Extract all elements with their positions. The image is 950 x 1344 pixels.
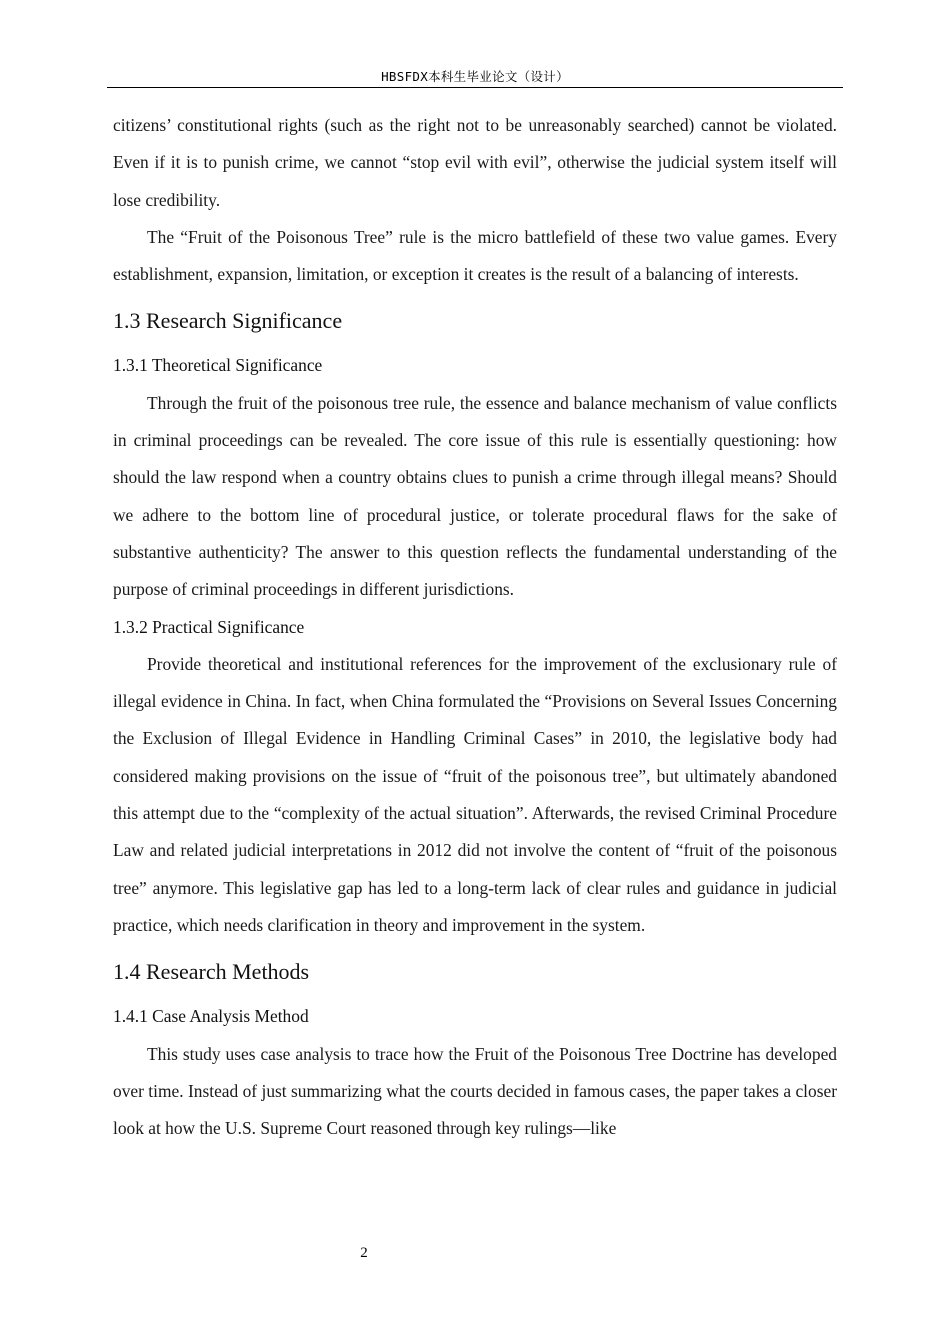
paragraph-continued: citizens’ constitutional rights (such as the right not to be unreasonably searched) cannot be violated. Even if it is to punish crime, we cannot “stop evil with evil”, otherwise the judicial system itself will lose credibility. [113, 115, 837, 210]
paragraph-case-analysis: This study uses case analysis to trace how the Fruit of the Poisonous Tree Doctrine has developed over time. Instead of just summarizing what the courts decided in famous cases, the paper takes a closer look at how the U.S. Supreme Court reasoned through key rulings—like [113, 1043, 837, 1139]
subsection-heading-case-analysis: 1.4.1 Case Analysis Method [113, 1006, 309, 1027]
paragraph-theoretical-significance: Through the fruit of the poisonous tree rule, the essence and balance mechanism of value conflicts in criminal proceedings can be revealed. The core issue of this rule is essentially questioning: how should the law respond when a country obtains clues to punish a crime through illegal means? Should we adhere to the bottom line of procedural justice, or tolerate procedural flaws for the sake of substantive authenticity? The answer to this question reflects the fundamental understanding of the purpose of criminal proceedings in different jurisdictions. [113, 392, 837, 600]
subsection-heading-practical-significance: 1.3.2 Practical Significance [113, 616, 305, 637]
page-number: 2 [360, 1245, 368, 1261]
subsection-heading-theoretical-significance: 1.3.1 Theoretical Significance [113, 355, 323, 376]
section-heading-research-methods: 1.4 Research Methods [113, 959, 310, 985]
paragraph-fruit-rule: The “Fruit of the Poisonous Tree” rule is the micro battlefield of these two value games. Every establishment, expansion, limitation, or exception it creates is the result of a balancing of interests. [113, 226, 837, 285]
header-divider [107, 87, 843, 88]
paragraph-practical-significance: Provide theoretical and institutional references for the improvement of the exclusionary rule of illegal evidence in China. In fact, when China formulated the “Provisions on Several Issues Concerning the Exclusion of Illegal Evidence in Handling Criminal Cases” in 2010, the legislative body had considered making provisions on the issue of “fruit of the poisonous tree”, but ultimately abandoned this attempt due to the “complexity of the actual situation”. Afterwards, the revised Criminal Procedure Law and related judicial interpretations in 2012 did not involve the content of “fruit of the poisonous tree” anymore. This legislative gap has led to a long-term lack of clear rules and guidance in judicial practice, which needs clarification in theory and improvement in the system. [113, 653, 837, 935]
section-heading-research-significance: 1.3 Research Significance [113, 308, 343, 334]
running-header: HBSFDX本科生毕业论文（设计） [381, 69, 569, 84]
page-body [113, 107, 837, 1147]
